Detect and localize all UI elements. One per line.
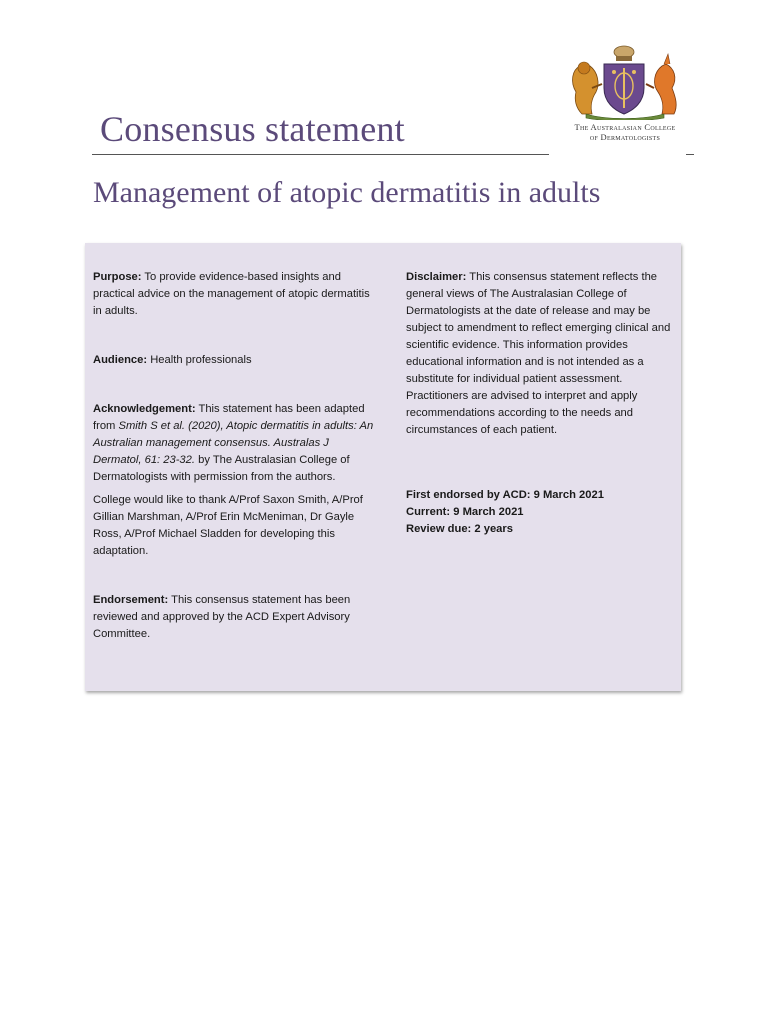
endorsement-label: Endorsement: [93,594,169,606]
title-divider [92,154,549,155]
acknowledgement-text-after: by The Australasian College of Dermatologists with permission from the authors. [93,454,350,483]
page-title: Consensus statement [100,109,405,149]
college-logo [560,44,690,142]
summary-right-column [406,269,674,538]
disclaimer-text: This consensus statement reflects the general views of The Australasian College of Dermatologists at the date of release and may be subject to amendment to reflect emerging clinical and scientific evidence. This information provides educational information and is not intended as a substitute for individual patient assessment. Practitioners are advised to interpret and apply recommendations according to the needs and circumstances of each patient. [406,271,671,436]
audience-label: Audience: [93,354,148,366]
acknowledgement-citation: Smith S et al. (2020), Atopic dermatitis in adults: An Australian management consensus. Australas J Dermatol, 61: 23-32. [93,420,374,466]
audience-section [93,352,375,369]
summary-panel [85,243,681,691]
current-date: Current: 9 March 2021 [406,506,524,518]
review-due: Review due: 2 years [406,523,513,535]
logo-caption-line-1: The Australasian College [574,122,676,132]
summary-left-column [93,269,375,643]
acknowledgement-label: Acknowledgement: [93,403,196,415]
first-endorsed-date: First endorsed by ACD: 9 March 2021 [406,489,604,501]
title-divider-end [686,154,694,155]
logo-caption [560,122,690,142]
endorsement-section [93,592,375,643]
purpose-text: To provide evidence-based insights and practical advice on the management of atopic dermatitis in adults. [93,271,370,317]
purpose-label: Purpose: [93,271,142,283]
coat-of-arms-icon [566,44,684,120]
disclaimer-label: Disclaimer: [406,271,467,283]
endorsement-dates [406,487,674,538]
disclaimer-section [406,269,674,439]
purpose-section [93,269,375,320]
acknowledgement-text-before: This statement has been adapted from [93,403,365,432]
endorsement-text: This consensus statement has been reviewed and approved by the ACD Expert Advisory Committee. [93,594,351,640]
audience-text: Health professionals [147,354,252,366]
page-subtitle: Management of atopic dermatitis in adults [93,176,601,209]
acknowledgement-thanks: College would like to thank A/Prof Saxon Smith, A/Prof Gillian Marshman, A/Prof Erin McMeniman, Dr Gayle Ross, A/Prof Michael Sladden for developing this adaptation. [93,494,363,557]
logo-caption-line-2: of Dermatologists [589,132,661,142]
acknowledgement-section [93,401,375,486]
